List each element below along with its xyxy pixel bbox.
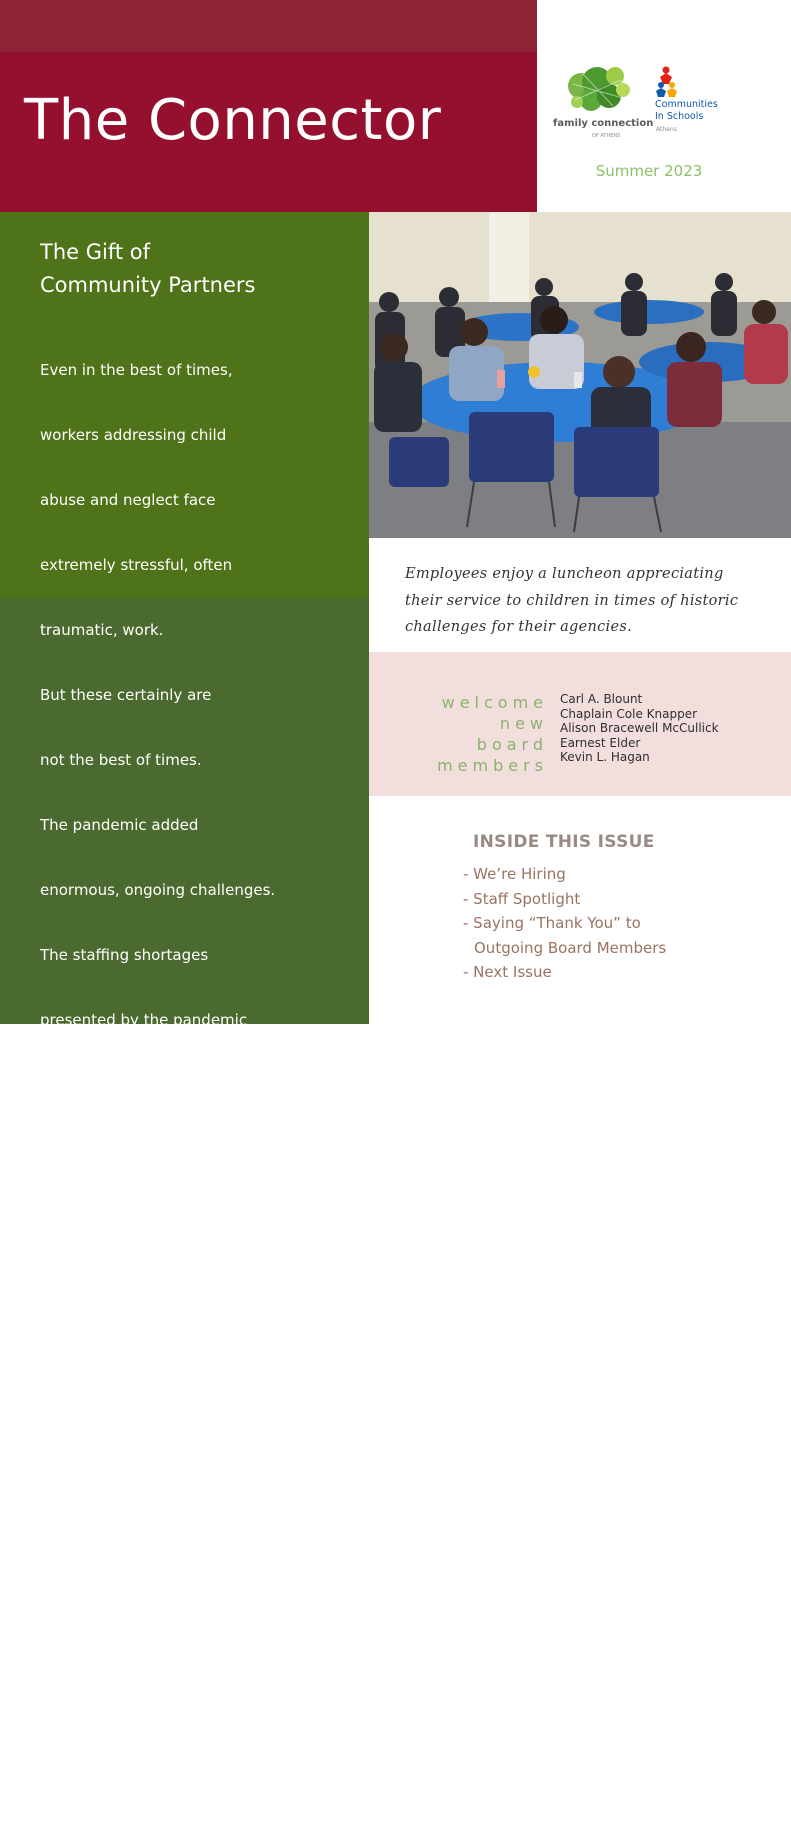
article-line: have been almost unfathomable.	[40, 1076, 289, 1094]
article-line: 4 of 25 child safety positions	[40, 1336, 257, 1354]
article-body	[40, 320, 340, 1833]
cis-subtext: Athens	[656, 126, 677, 133]
communities-in-schools-wordmark	[655, 99, 718, 122]
board-member: Earnest Elder	[560, 735, 641, 750]
caption-line: Employees enjoy a luncheon appreciating	[405, 566, 724, 582]
article-line: At one point, Georgia’s	[40, 1141, 213, 1159]
welcome-heading	[380, 692, 548, 776]
article-line: abuse and neglect face	[40, 491, 216, 509]
article-line: not the best of times.	[40, 751, 202, 769]
article-line: The pandemic added	[40, 816, 199, 834]
article-line: Even in the best of times,	[40, 361, 233, 379]
inside-this-issue-list	[463, 862, 666, 985]
board-member-list	[560, 692, 719, 765]
article-title-line: Community Partners	[40, 273, 256, 297]
article-line: The staffing shortages	[40, 946, 209, 964]
issue-item[interactable]: Outgoing Board Members	[474, 938, 667, 957]
article-line: much more likely during a	[40, 1726, 237, 1744]
article-line: time of pressure.	[40, 1791, 168, 1809]
article-title	[40, 236, 255, 302]
article-line: tragic happens, which is	[40, 1661, 223, 1679]
caption-line: challenges for their agencies.	[405, 619, 633, 635]
article-line: filled. The nature of the	[40, 1401, 217, 1419]
issue-item[interactable]: - Saying “Thank You” to	[463, 914, 641, 932]
article-line: community at large doesn’t	[40, 1531, 248, 1549]
welcome-word: welcome	[441, 693, 548, 712]
cis-line-2: In Schools	[655, 110, 704, 122]
family-connection-subtext: OF ATHENS	[592, 133, 621, 139]
article-line: extremely stressful, often	[40, 556, 233, 574]
board-member: Chaplain Cole Knapper	[560, 706, 698, 721]
welcome-word: members	[437, 756, 548, 775]
article-line: enormous, ongoing challenges.	[40, 881, 276, 899]
caption-line: their service to children in times of historic	[405, 592, 739, 609]
board-member: Alison Bracewell McCullick	[560, 721, 719, 735]
family-connection-wordmark: family connection	[553, 118, 654, 129]
issue-season: Summer 2023	[595, 162, 703, 180]
header-top-band	[0, 0, 537, 52]
article-line: Services (DFCS) had only	[40, 1271, 230, 1289]
photo-caption	[405, 561, 785, 641]
newsletter-title: The Connector	[24, 88, 442, 153]
board-member: Carl A. Blount	[560, 692, 643, 706]
issue-item[interactable]: - Staff Spotlight	[463, 889, 581, 908]
luncheon-photo	[369, 212, 791, 538]
article-line: traumatic, work.	[40, 621, 164, 639]
issue-item[interactable]: - Next Issue	[463, 963, 552, 981]
issue-item[interactable]: - We’re Hiring	[463, 865, 566, 883]
family-connection-logo-icon	[553, 62, 648, 142]
welcome-word: new	[499, 714, 548, 733]
article-line: work means that the	[40, 1466, 197, 1484]
article-line: But these certainly are	[40, 686, 212, 704]
article-line: Division of Family & Children	[40, 1206, 256, 1224]
cis-line-1: Communities	[655, 99, 718, 110]
board-member: Kevin L. Hagan	[560, 750, 650, 764]
article-line: see the work unless something	[40, 1596, 274, 1614]
article-title-line: The Gift of	[40, 240, 151, 264]
article-line: workers addressing child	[40, 426, 227, 444]
welcome-word: board	[476, 735, 548, 754]
article-line: presented by the pandemic	[40, 1011, 248, 1029]
inside-this-issue-heading: INSIDE THIS ISSUE	[473, 832, 655, 852]
